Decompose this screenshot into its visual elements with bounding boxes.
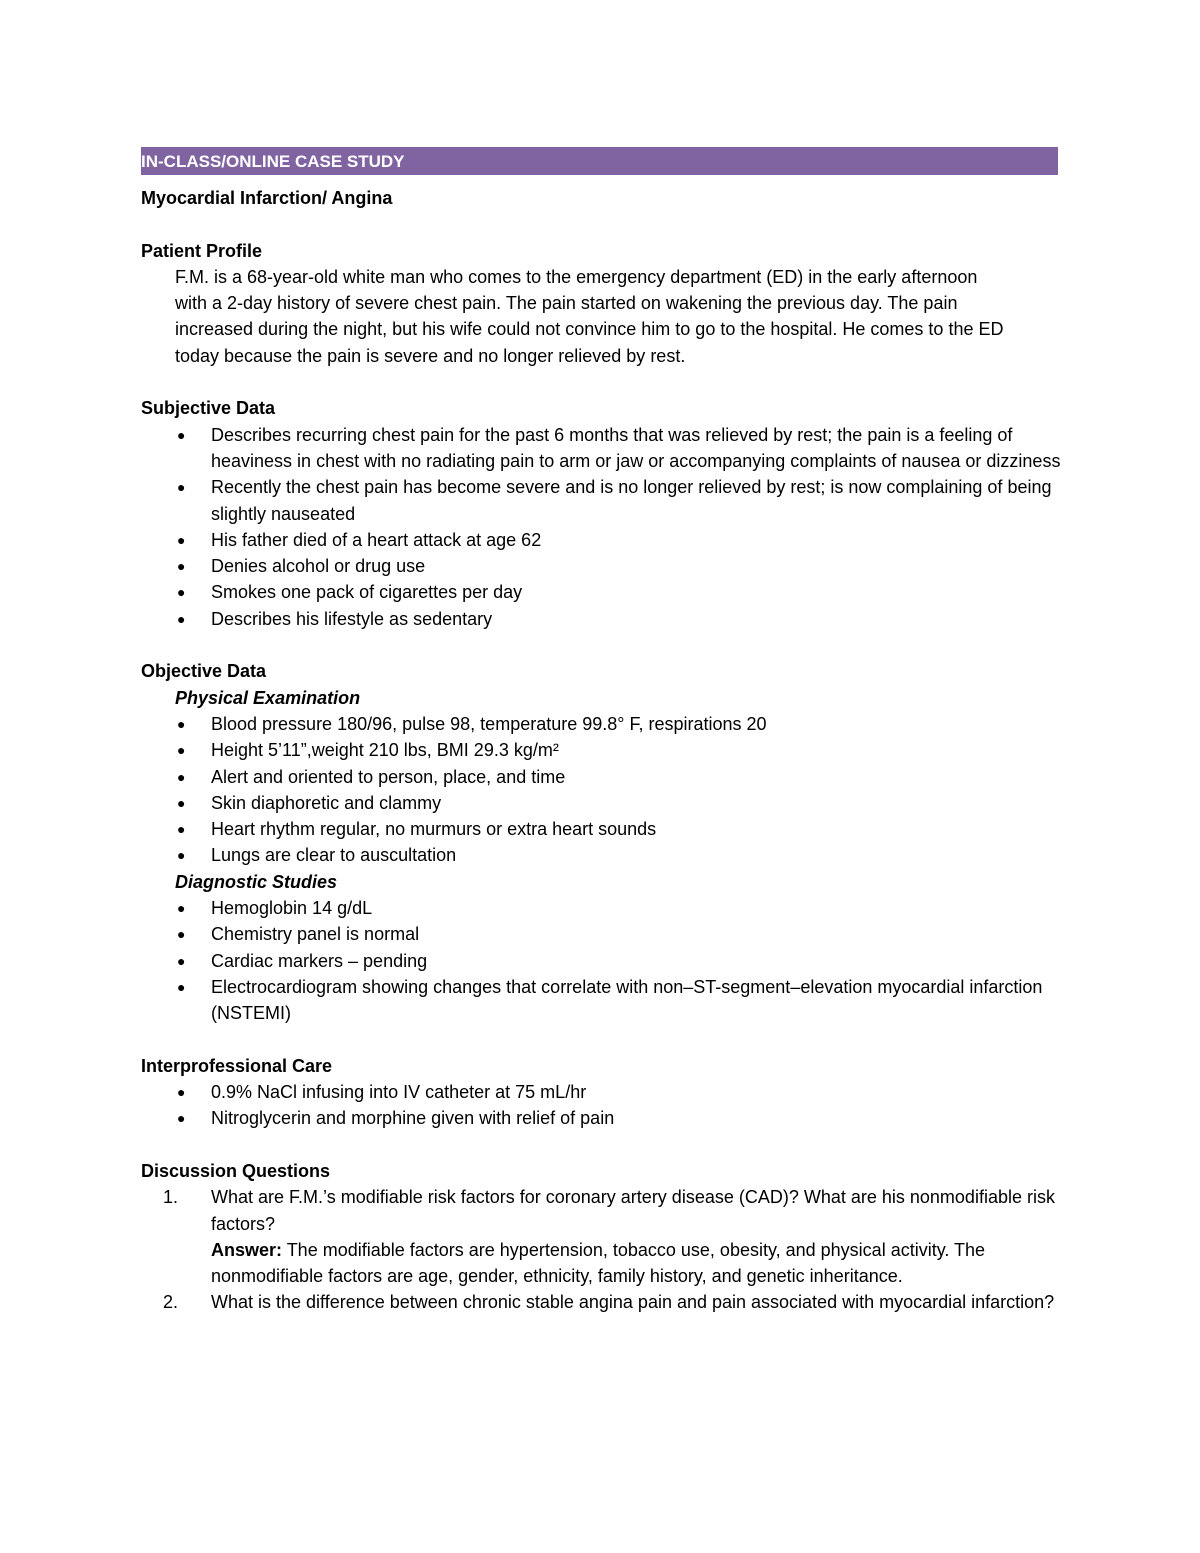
question-text: What are F.M.’s modifiable risk factors for coronary artery disease (CAD)? What are his nonmodifiable risk factors? bbox=[211, 1187, 1055, 1234]
list-item bbox=[141, 474, 1061, 527]
discussion-questions-heading: Discussion Questions bbox=[141, 1160, 331, 1181]
list-item bbox=[141, 764, 1061, 790]
list-item-text: Recently the chest pain has become severe and is no longer relieved by rest; is now complaining of being slightly nauseated bbox=[211, 477, 1052, 524]
document-subtitle: Myocardial Infarction/ Angina bbox=[141, 188, 393, 208]
objective-data-heading: Objective Data bbox=[141, 661, 267, 682]
subjective-data-heading: Subjective Data bbox=[141, 398, 276, 419]
diagnostic-studies-list bbox=[141, 895, 1058, 1026]
interprofessional-care-list bbox=[141, 1079, 1058, 1132]
list-item-text: His father died of a heart attack at age 62 bbox=[211, 529, 542, 550]
list-item bbox=[141, 948, 1061, 974]
list-item bbox=[141, 895, 1061, 921]
list-item bbox=[141, 921, 1061, 947]
question-number: 2. bbox=[163, 1292, 179, 1313]
bullet-icon: ● bbox=[177, 610, 186, 627]
list-item bbox=[141, 606, 1061, 632]
physical-examination-list bbox=[141, 711, 1058, 869]
bullet-icon: ● bbox=[177, 715, 186, 732]
list-item-text: Chemistry panel is normal bbox=[211, 924, 420, 945]
bullet-icon: ● bbox=[177, 794, 186, 811]
spacer bbox=[141, 1027, 1058, 1053]
patient-profile-heading: Patient Profile bbox=[141, 240, 263, 261]
bullet-icon: ● bbox=[177, 479, 186, 496]
list-item bbox=[141, 579, 1061, 605]
bullet-icon: ● bbox=[177, 584, 186, 601]
list-item-text: Height 5’11”,weight 210 lbs, BMI 29.3 kg/m² bbox=[211, 740, 559, 761]
answer-label: Answer: bbox=[211, 1239, 283, 1260]
list-item bbox=[141, 974, 1061, 1027]
case-study-banner: IN-CLASS/ONLINE CASE STUDY bbox=[141, 147, 1058, 175]
bullet-icon: ● bbox=[177, 1110, 186, 1127]
list-item-text: Describes his lifestyle as sedentary bbox=[211, 608, 493, 629]
question-item bbox=[141, 1289, 1061, 1315]
subjective-data-list bbox=[141, 422, 1061, 632]
list-item-text: Hemoglobin 14 g/dL bbox=[211, 898, 373, 919]
bullet-icon: ● bbox=[177, 926, 186, 943]
list-item-text: Alert and oriented to person, place, and time bbox=[211, 766, 566, 787]
spacer bbox=[141, 211, 1058, 237]
interprofessional-care-heading: Interprofessional Care bbox=[141, 1055, 333, 1076]
bullet-icon: ● bbox=[177, 847, 186, 864]
list-item-text: Describes recurring chest pain for the past 6 months that was relieved by rest; the pain is a feeling of heaviness in chest with no radiating pain to arm or jaw or accompanying complaints of nausea or dizziness bbox=[211, 424, 1061, 471]
list-item bbox=[141, 527, 1061, 553]
question-item bbox=[141, 1184, 1061, 1289]
list-item-text: Smokes one pack of cigarettes per day bbox=[211, 582, 523, 603]
list-item bbox=[141, 790, 1061, 816]
list-item-text: 0.9% NaCl infusing into IV catheter at 75 mL/hr bbox=[211, 1082, 587, 1103]
bullet-icon: ● bbox=[177, 768, 186, 785]
document-page bbox=[141, 147, 1061, 1316]
bullet-icon: ● bbox=[177, 426, 186, 443]
list-item bbox=[141, 816, 1061, 842]
list-item-text: Lungs are clear to auscultation bbox=[211, 845, 457, 866]
list-item bbox=[141, 422, 1061, 475]
diagnostic-studies-heading: Diagnostic Studies bbox=[175, 871, 338, 892]
spacer bbox=[141, 632, 1058, 658]
list-item bbox=[141, 1079, 1061, 1105]
bullet-icon: ● bbox=[177, 531, 186, 548]
list-item-text: Heart rhythm regular, no murmurs or extra heart sounds bbox=[211, 819, 657, 840]
bullet-icon: ● bbox=[177, 558, 186, 575]
patient-profile-text: F.M. is a 68-year-old white man who comes to the emergency department (ED) in the early afternoon with a 2-day history of severe chest pain. The pain started on wakening the previous day. The pain increased during the night, but his wife could not convince him to go to the hospital. He comes to the ED today because the pain is severe and no longer relieved by rest. bbox=[175, 266, 1004, 366]
bullet-icon: ● bbox=[177, 978, 186, 995]
list-item-text: Blood pressure 180/96, pulse 98, temperature 99.8° F, respirations 20 bbox=[211, 713, 767, 734]
bullet-icon: ● bbox=[177, 900, 186, 917]
physical-examination-heading: Physical Examination bbox=[175, 687, 361, 708]
list-item-text: Nitroglycerin and morphine given with relief of pain bbox=[211, 1108, 615, 1129]
list-item bbox=[141, 1105, 1061, 1131]
list-item bbox=[141, 737, 1061, 763]
list-item bbox=[141, 553, 1061, 579]
list-item bbox=[141, 842, 1061, 868]
bullet-icon: ● bbox=[177, 1084, 186, 1101]
spacer bbox=[141, 1132, 1058, 1158]
spacer bbox=[141, 369, 1058, 395]
bullet-icon: ● bbox=[177, 742, 186, 759]
list-item-text: Denies alcohol or drug use bbox=[211, 556, 426, 577]
list-item-text: Electrocardiogram showing changes that correlate with non–ST-segment–elevation myocardial infarction (NSTEMI) bbox=[211, 976, 1043, 1024]
list-item-text: Skin diaphoretic and clammy bbox=[211, 792, 442, 813]
question-text: What is the difference between chronic stable angina pain and pain associated with myocardial infarction? bbox=[211, 1292, 1055, 1313]
list-item-text: Cardiac markers – pending bbox=[211, 950, 428, 971]
answer-text: The modifiable factors are hypertension, tobacco use, obesity, and physical activity. The nonmodifiable factors are age, gender, ethnicity, family history, and genetic inheritance. bbox=[211, 1239, 986, 1287]
discussion-questions-list bbox=[141, 1184, 1058, 1315]
bullet-icon: ● bbox=[177, 952, 186, 969]
bullet-icon: ● bbox=[177, 821, 186, 838]
list-item bbox=[141, 711, 1061, 737]
question-number: 1. bbox=[163, 1187, 179, 1208]
